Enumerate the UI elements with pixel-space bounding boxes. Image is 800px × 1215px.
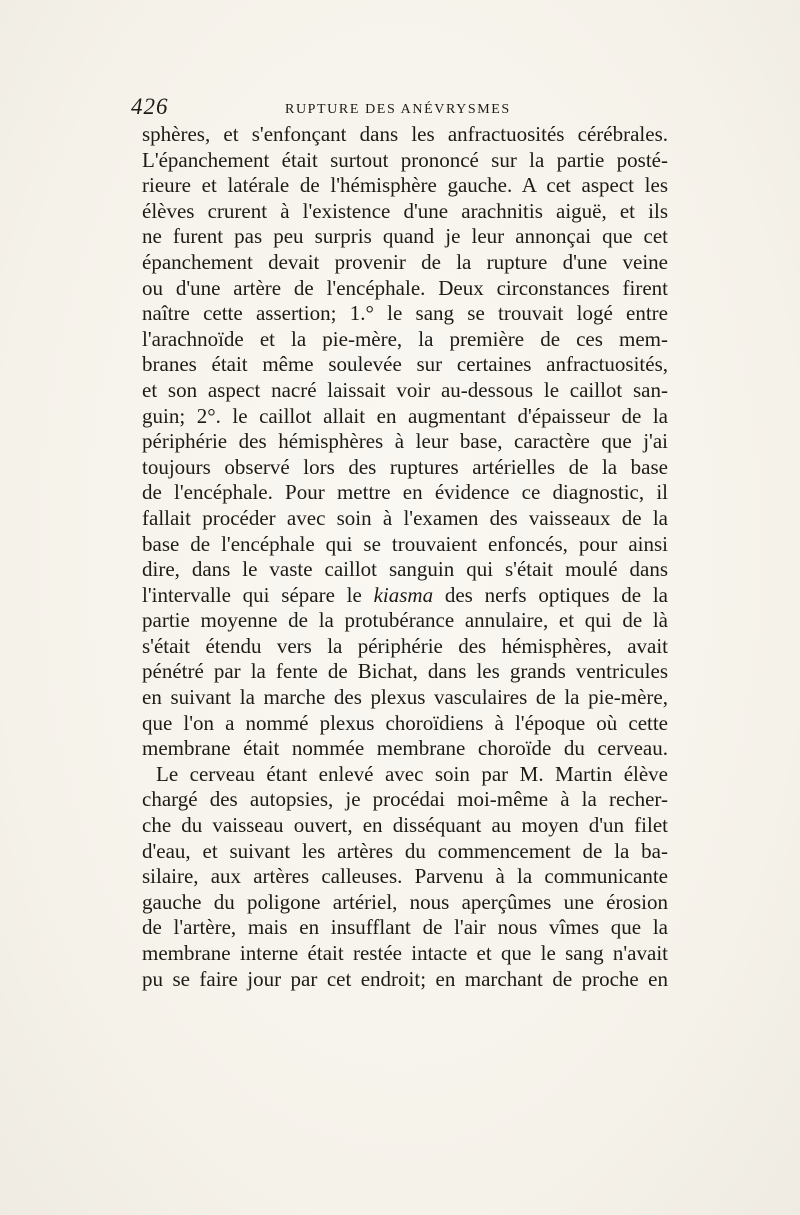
- text-line: et son aspect nacré laissait voir au-dessous le caillot san-: [142, 377, 668, 402]
- text-line: pu se faire jour par cet endroit; en marchant de proche en: [142, 966, 668, 991]
- text-line: de l'encéphale. Pour mettre en évidence ce diagnostic, il: [142, 480, 668, 505]
- text-line: base de l'encéphale qui se trouvaient enfoncés, pour ainsi: [142, 531, 668, 556]
- text-line: de l'artère, mais en insufflant de l'air nous vîmes que la: [142, 915, 668, 940]
- text-line: chargé des autopsies, je procédai moi-même à la recher-: [142, 787, 668, 812]
- text-line: que l'on a nommé plexus choroïdiens à l'époque où cette: [142, 710, 668, 735]
- text-line: ou d'une artère de l'encéphale. Deux circonstances firent: [142, 275, 668, 300]
- paragraph-start-line: Le cerveau étant enlevé avec soin par M. Martin élève: [156, 761, 668, 786]
- text-segment: des nerfs optiques de la: [433, 582, 668, 607]
- text-line: dire, dans le vaste caillot sanguin qui s'était moulé dans: [142, 557, 668, 582]
- text-segment: l'intervalle qui sépare le: [142, 582, 374, 607]
- text-line: che du vaisseau ouvert, en disséquant au moyen d'un filet: [142, 813, 668, 838]
- text-line: sphères, et s'enfonçant dans les anfractuosités cérébrales.: [142, 122, 668, 146]
- text-line: membrane était nommée membrane choroïde du cerveau.: [142, 736, 668, 761]
- page-header: [131, 92, 671, 126]
- text-line: fallait procéder avec soin à l'examen des vaisseaux de la: [142, 505, 668, 530]
- text-line: L'épanchement était surtout prononcé sur la partie posté-: [142, 147, 668, 172]
- text-line: ne furent pas peu surpris quand je leur annonçai que cet: [142, 224, 668, 249]
- text-line: en suivant la marche des plexus vasculaires de la pie-mère,: [142, 685, 668, 710]
- page-number: 426: [131, 94, 169, 119]
- text-line: silaire, aux artères calleuses. Parvenu à la communicante: [142, 864, 668, 889]
- running-head: RUPTURE DES ANÉVRYSMES: [285, 102, 511, 117]
- text-line: branes était même soulevée sur certaines anfractuosités,: [142, 352, 668, 377]
- text-line: partie moyenne de la protubérance annulaire, et qui de là: [142, 608, 668, 633]
- text-line: toujours observé lors des ruptures artérielles de la base: [142, 454, 668, 479]
- text-line: élèves crurent à l'existence d'une arachnitis aiguë, et ils: [142, 198, 668, 223]
- text-line-with-italic: [142, 583, 668, 609]
- text-line: gauche du poligone artériel, nous aperçûmes une érosion: [142, 889, 668, 914]
- text-line: rieure et latérale de l'hémisphère gauche. A cet aspect les: [142, 173, 668, 198]
- italic-term: kiasma: [373, 582, 434, 607]
- text-line: guin; 2°. le caillot allait en augmentant d'épaisseur de la: [142, 403, 668, 428]
- text-line: s'était étendu vers la périphérie des hémisphères, avait: [142, 633, 668, 658]
- text-line: périphérie des hémisphères à leur base, caractère que j'ai: [142, 429, 668, 454]
- text-line: pénétré par la fente de Bichat, dans les grands ventricules: [142, 659, 668, 684]
- text-line: naître cette assertion; 1.° le sang se trouvait logé entre: [142, 301, 668, 326]
- text-line: l'arachnoïde et la pie-mère, la première de ces mem-: [142, 326, 668, 351]
- text-line: épanchement devait provenir de la rupture d'une veine: [142, 249, 668, 274]
- body-text: [142, 122, 668, 992]
- text-line: membrane interne était restée intacte et que le sang n'avait: [142, 941, 668, 965]
- text-line: d'eau, et suivant les artères du commencement de la ba-: [142, 838, 668, 863]
